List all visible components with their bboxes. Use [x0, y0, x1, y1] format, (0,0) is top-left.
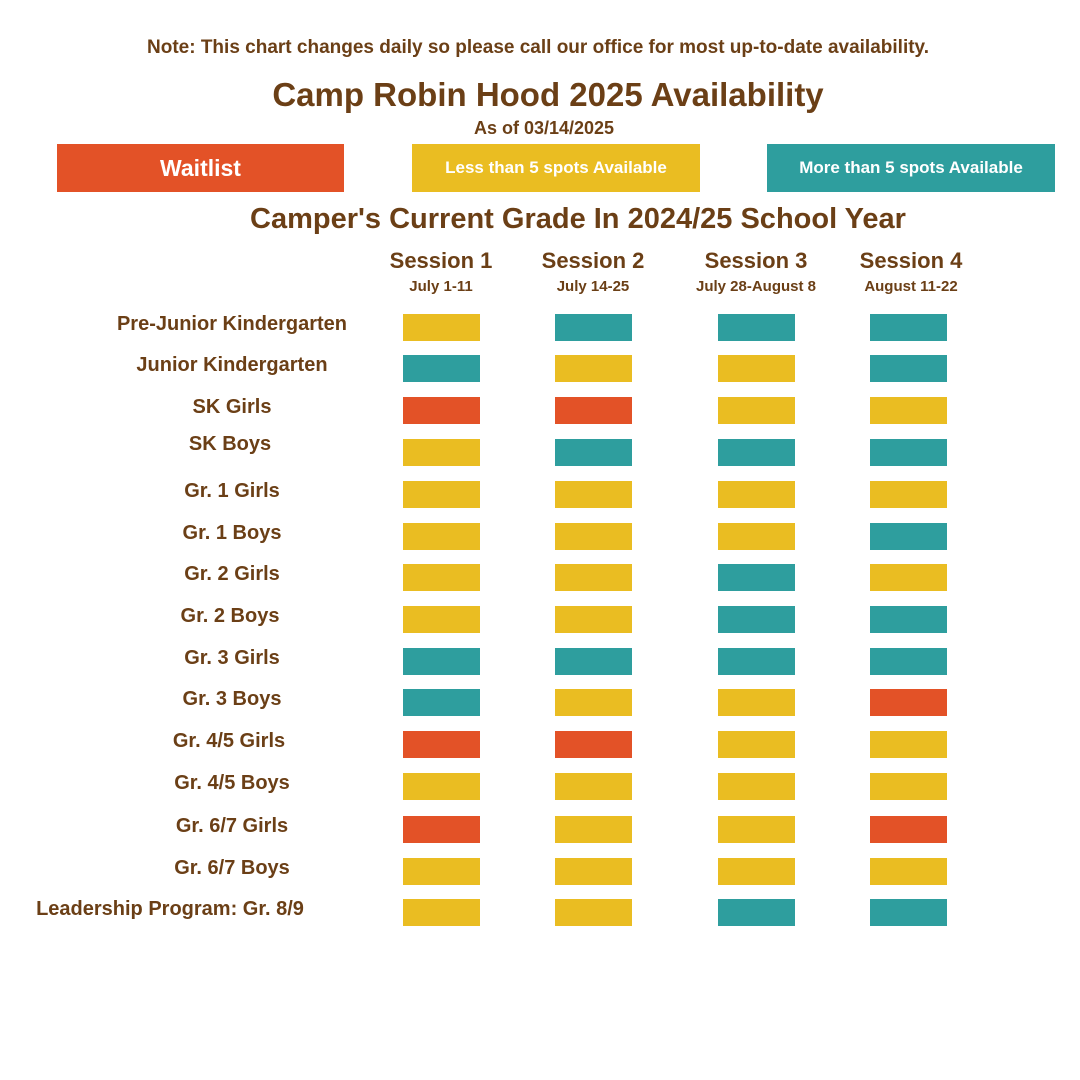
row-label: Gr. 3 Girls — [184, 647, 280, 669]
session-name: Session 1 — [389, 248, 493, 273]
availability-cell — [870, 731, 947, 758]
availability-cell — [403, 564, 480, 591]
session-dates: July 1-11 — [409, 278, 473, 295]
availability-cell — [870, 899, 947, 926]
availability-cell — [403, 439, 480, 466]
availability-cell — [718, 314, 795, 341]
availability-cell — [403, 314, 480, 341]
availability-cell — [403, 648, 480, 675]
availability-cell — [555, 481, 632, 508]
session-name: Session 4 — [859, 248, 963, 273]
availability-cell — [718, 481, 795, 508]
availability-cell — [870, 523, 947, 550]
availability-cell — [870, 648, 947, 675]
row-label: Pre-Junior Kindergarten — [116, 313, 348, 335]
session-3-header — [676, 248, 836, 295]
legend-less-than-5: Less than 5 spots Available — [412, 144, 700, 192]
row-label: Gr. 4/5 Girls — [172, 730, 286, 752]
row-label: SK Girls — [192, 396, 272, 418]
availability-cell — [718, 899, 795, 926]
availability-cell — [555, 564, 632, 591]
legend-more-than-5: More than 5 spots Available — [767, 144, 1055, 192]
session-name: Session 2 — [541, 248, 645, 273]
availability-cell — [555, 648, 632, 675]
availability-note: Note: This chart changes daily so please call our office for most up-to-date availability. — [147, 37, 929, 58]
session-name: Session 3 — [704, 248, 808, 273]
availability-cell — [403, 899, 480, 926]
availability-cell — [870, 355, 947, 382]
availability-cell — [403, 481, 480, 508]
availability-cell — [870, 439, 947, 466]
availability-cell — [870, 397, 947, 424]
row-label: Gr. 1 Boys — [182, 522, 282, 544]
availability-cell — [555, 773, 632, 800]
row-label: Gr. 2 Boys — [180, 605, 280, 627]
page-title: Camp Robin Hood 2025 Availability — [272, 76, 824, 113]
session-1-header — [380, 248, 502, 295]
availability-cell — [555, 606, 632, 633]
row-label: Gr. 2 Girls — [184, 563, 280, 585]
row-label: Gr. 6/7 Girls — [175, 815, 289, 837]
session-dates: August 11-22 — [864, 278, 958, 295]
row-label: SK Boys — [188, 433, 272, 455]
availability-cell — [718, 606, 795, 633]
availability-cell — [555, 523, 632, 550]
availability-cell — [870, 816, 947, 843]
availability-cell — [870, 606, 947, 633]
availability-cell — [870, 773, 947, 800]
session-2-header — [532, 248, 654, 295]
legend-waitlist: Waitlist — [57, 144, 344, 192]
as-of-date: As of 03/14/2025 — [473, 118, 615, 138]
availability-cell — [870, 689, 947, 716]
availability-cell — [718, 355, 795, 382]
availability-cell — [718, 731, 795, 758]
availability-cell — [718, 439, 795, 466]
availability-cell — [555, 689, 632, 716]
availability-cell — [718, 564, 795, 591]
availability-cell — [555, 816, 632, 843]
availability-cell — [555, 899, 632, 926]
availability-cell — [555, 858, 632, 885]
availability-cell — [555, 314, 632, 341]
session-4-header — [846, 248, 976, 295]
availability-cell — [555, 731, 632, 758]
row-label: Gr. 6/7 Boys — [174, 857, 290, 879]
availability-cell — [403, 773, 480, 800]
availability-cell — [403, 606, 480, 633]
availability-cell — [403, 689, 480, 716]
availability-cell — [403, 731, 480, 758]
row-label: Gr. 3 Boys — [182, 688, 282, 710]
availability-cell — [870, 481, 947, 508]
availability-cell — [718, 648, 795, 675]
session-dates: July 14-25 — [556, 278, 630, 295]
availability-cell — [403, 858, 480, 885]
availability-cell — [718, 397, 795, 424]
row-label: Leadership Program: Gr. 8/9 — [36, 898, 304, 920]
row-label: Junior Kindergarten — [136, 354, 328, 376]
availability-cell — [718, 773, 795, 800]
availability-cell — [403, 397, 480, 424]
availability-cell — [403, 523, 480, 550]
availability-cell — [718, 523, 795, 550]
availability-cell — [870, 858, 947, 885]
availability-cell — [555, 397, 632, 424]
availability-cell — [718, 689, 795, 716]
grade-subtitle: Camper's Current Grade In 2024/25 School Year — [250, 203, 906, 235]
availability-cell — [870, 314, 947, 341]
session-dates: July 28-August 8 — [695, 278, 817, 295]
availability-cell — [718, 816, 795, 843]
row-label: Gr. 4/5 Boys — [174, 772, 290, 794]
availability-cell — [718, 858, 795, 885]
availability-cell — [403, 816, 480, 843]
availability-cell — [555, 439, 632, 466]
availability-cell — [555, 355, 632, 382]
availability-cell — [870, 564, 947, 591]
row-label: Gr. 1 Girls — [184, 480, 280, 502]
availability-cell — [403, 355, 480, 382]
